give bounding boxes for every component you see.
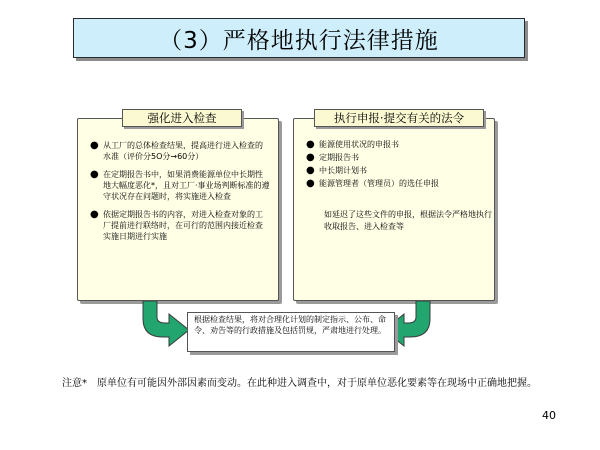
list-item: [88, 169, 270, 202]
bullet-icon: ●: [306, 139, 315, 150]
list-item: [88, 209, 270, 242]
list-item: [304, 165, 486, 176]
list-item: [304, 152, 486, 163]
list-item-text: 能源使用状况的申报书: [319, 140, 399, 149]
page-title: （3）严格地执行法律措施: [73, 18, 525, 58]
left-panel: [77, 118, 279, 301]
list-item-text: 定期报告书: [319, 153, 359, 162]
list-item: [88, 140, 270, 162]
list-item-text: 依据定期报告书的内容，对进入检查对象的工厂提前进行联络时，在可行的范围内接近检查实施日期进行实施: [103, 210, 263, 241]
curved-arrow-right-icon: [137, 301, 191, 347]
list-item: [304, 178, 486, 189]
list-item: [304, 139, 486, 150]
bullet-icon: ●: [306, 165, 315, 176]
list-item-text: 在定期报告书中，如果消费能源单位中长期性地大幅度恶化*，且对工厂·事业场判断标准的遵守状况存在问题时，将实施进入检查: [103, 170, 270, 201]
list-item-text: 从工厂的总体检查结果，提高进行进入检查的水准（评价分5O分→60分）: [103, 141, 263, 161]
left-panel-list: [78, 119, 278, 242]
bullet-icon: ●: [90, 169, 99, 180]
page-number: 40: [542, 409, 556, 422]
right-panel: [293, 118, 495, 301]
right-panel-list: [294, 119, 494, 189]
footnote: 注意* 原单位有可能因外部因素而变动。在此种进入调查中，对于原单位恶化要素等在现场中正确地把握。: [62, 378, 537, 389]
right-panel-header: 执行申报·提交有关的法令: [314, 109, 484, 127]
list-item-text: 能源管理者（管理员）的选任申报: [319, 179, 439, 188]
center-result-box: 根据检查结果，将对合理化计划的制定指示、公布、命令、劝告等的行政措施及包括罚规，严肃地进行处理。: [187, 312, 395, 352]
bullet-icon: ●: [90, 209, 99, 220]
bullet-icon: ●: [306, 152, 315, 163]
list-item-text: 中长期计划书: [319, 166, 367, 175]
right-panel-note: 如延迟了这些文件的申报，根据法令严格地执行收取报告、进入检查等: [324, 210, 492, 231]
left-panel-header: 强化进入检查: [122, 109, 242, 127]
bullet-icon: ●: [90, 140, 99, 151]
bullet-icon: ●: [306, 178, 315, 189]
